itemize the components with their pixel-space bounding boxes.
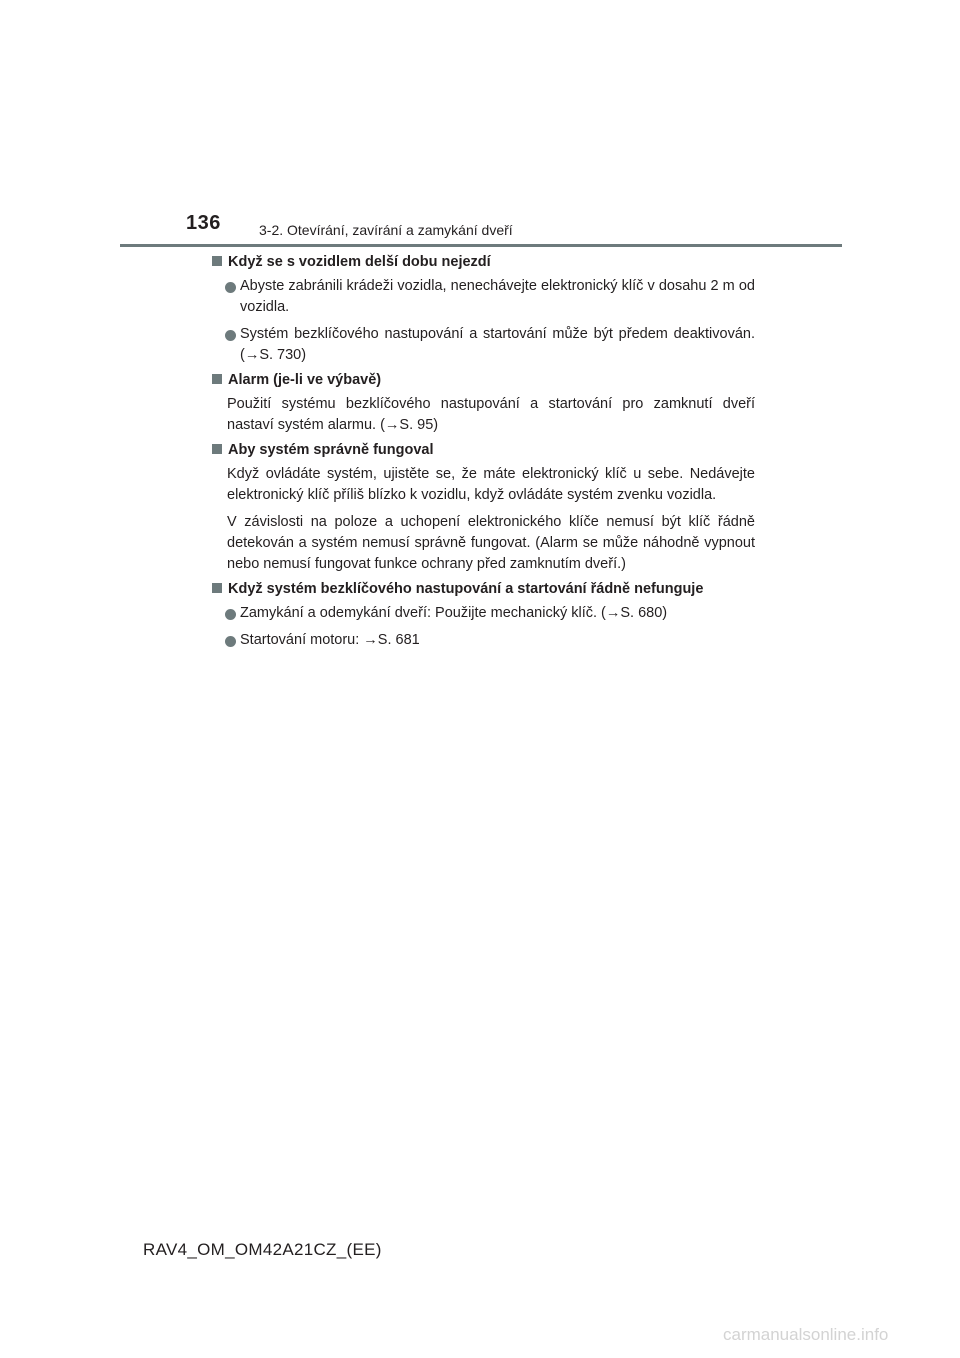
paragraph: Použití systému bezklíčového nastupování a startování pro zamknutí dveří nastaví systém alarmu. (→S. 95) <box>227 396 755 433</box>
paragraph: Když ovládáte systém, ujistěte se, že máte elektronický klíč u sebe. Nedávejte elektronický klíč příliš blízko k vozidlu, když ovládáte systém zvenku vozidla. <box>227 466 755 503</box>
section-malfunction <box>210 581 755 651</box>
list-item-text: Startování motoru: →S. 681 <box>240 632 420 648</box>
chapter-title: 3-2. Otevírání, zavírání a zamykání dveří <box>259 222 513 238</box>
page-header <box>0 0 960 250</box>
list-item-text: Systém bezklíčového nastupování a startování může být předem deaktivován. (→S. 730) <box>240 326 755 363</box>
section-proper-function <box>210 442 755 575</box>
header-divider <box>120 244 842 247</box>
circle-bullet-icon <box>225 609 236 620</box>
square-bullet-icon <box>212 444 222 454</box>
list-item <box>210 603 755 624</box>
paragraph: V závislosti na poloze a uchopení elektronického klíče nemusí být klíč řádně detekován a systém nemusí správně fungovat. (Alarm se může náhodně vypnout nebo nemusí fungovat funkce ochrany před zamknutím dveří.) <box>227 514 755 572</box>
section-title: Aby systém správně fungoval <box>228 442 434 458</box>
section-title: Když se s vozidlem delší dobu nejezdí <box>228 254 491 270</box>
section-title: Když systém bezklíčového nastupování a startování řádně nefunguje <box>228 581 704 597</box>
section-heading <box>210 581 755 603</box>
list-item <box>210 630 755 651</box>
list-item-text: Abyste zabránili krádeži vozidla, nenechávejte elektronický klíč v dosahu 2 m od vozidla. <box>240 278 755 315</box>
section-title: Alarm (je-li ve výbavě) <box>228 372 382 388</box>
circle-bullet-icon <box>225 636 236 647</box>
page-number: 136 <box>186 212 221 234</box>
list-item <box>210 276 755 318</box>
square-bullet-icon <box>212 583 222 593</box>
section-long-idle <box>210 254 755 366</box>
circle-bullet-icon <box>225 282 236 293</box>
circle-bullet-icon <box>225 330 236 341</box>
square-bullet-icon <box>212 374 222 384</box>
section-heading <box>210 372 755 394</box>
section-alarm <box>210 372 755 436</box>
section-heading <box>210 254 755 276</box>
list-item-text: Zamykání a odemykání dveří: Použijte mechanický klíč. (→S. 680) <box>240 605 668 621</box>
section-heading <box>210 442 755 464</box>
page-content <box>210 254 755 657</box>
document-code: RAV4_OM_OM42A21CZ_(EE) <box>143 1240 382 1259</box>
list-item <box>210 324 755 366</box>
watermark-text: carmanualsonline.info <box>723 1325 889 1344</box>
square-bullet-icon <box>212 256 222 266</box>
